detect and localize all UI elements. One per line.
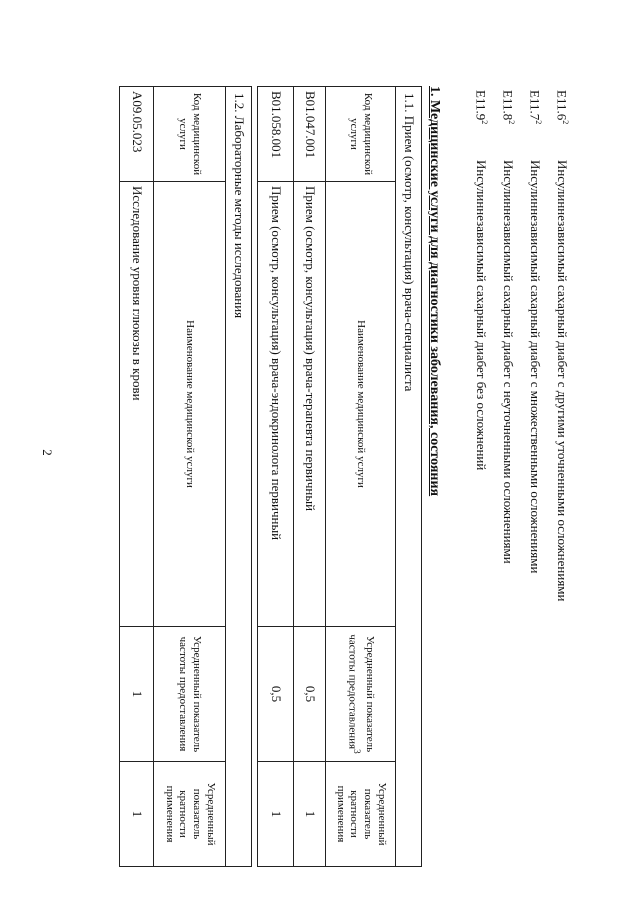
table-row [120,87,154,867]
section-heading: 1. Медицинские услуги для диагностики заболевания, состояния [427,86,442,497]
service-name: Прием (осмотр, консультация) врача-терапевта первичный [294,182,326,627]
table-caption: 1.2. Лабораторные методы исследования [226,87,252,867]
table-caption: 1.1. Прием (осмотр, консультация) врача-специалиста [396,87,422,867]
frequency-value: 1 [120,627,154,762]
table-row [258,87,294,867]
column-header-frequency: Усредненный показатель частоты предоставления$^3$ [326,627,396,762]
service-code: B01.058.001 [258,87,294,182]
services-table-consultations [257,86,422,867]
table-row [294,87,326,867]
multiplicity-value: 1 [120,762,154,867]
service-name: Прием (осмотр, консультация) врача-эндокринолога первичный [258,182,294,627]
multiplicity-value: 1 [294,762,326,867]
column-header-multiplicity: Усредненный показатель кратности применения [326,762,396,867]
diagnosis-description: Инсулиннезависимый сахарный диабет с другими уточненными осложнениями [555,160,570,602]
frequency-value: 0,5 [294,627,326,762]
diagnosis-description: Инсулиннезависимый сахарный диабет без осложнений [474,160,489,471]
diagnosis-description: Инсулиннезависимый сахарный диабет с множественными осложнениями [528,160,543,574]
column-header-multiplicity: Усредненный показатель кратности применения [154,762,226,867]
service-code: B01.047.001 [294,87,326,182]
column-header-name: Наименование медицинской услуги [326,182,396,627]
service-code: A09.05.023 [120,87,154,182]
service-name: Исследование уровня глюкозы в крови [120,182,154,627]
page-number: 2 [40,449,55,456]
column-header-code: Код медицинской услуги [154,87,226,182]
diagnosis-code: E11.7$^2$ [527,90,543,125]
diagnosis-code: E11.9$^2$ [473,90,489,125]
column-header-name: Наименование медицинской услуги [154,182,226,627]
frequency-value: 0,5 [258,627,294,762]
diagnosis-code: E11.8$^2$ [500,90,516,125]
multiplicity-value: 1 [258,762,294,867]
diagnosis-description: Инсулиннезависимый сахарный диабет с неуточненными осложнениями [501,160,516,564]
column-header-frequency: Усредненный показатель частоты предоставления [154,627,226,762]
services-table-laboratory [119,86,252,867]
column-header-code: Код медицинской услуги [326,87,396,182]
diagnosis-code: E11.6$^2$ [554,90,570,125]
